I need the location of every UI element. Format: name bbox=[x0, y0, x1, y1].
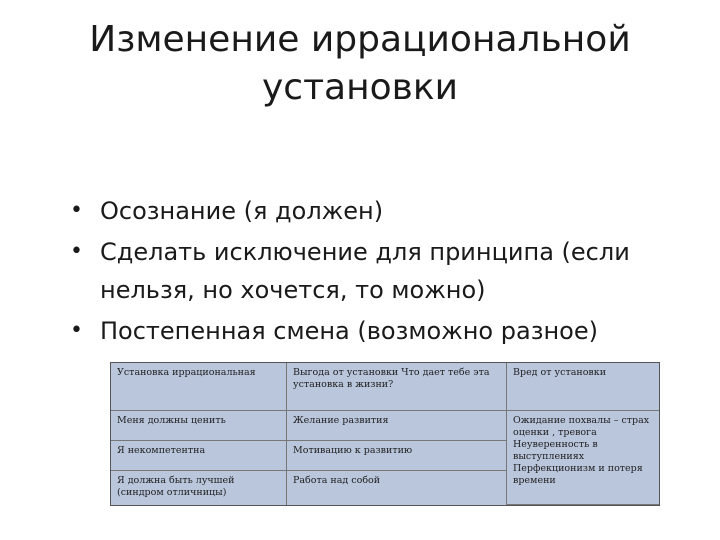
bullet-icon: • bbox=[70, 318, 83, 343]
bullet-text: Осознание (я должен) bbox=[100, 197, 384, 225]
table-header-cell: Установка иррациональная bbox=[111, 363, 287, 411]
title-line-1: Изменение иррациональной bbox=[89, 19, 631, 60]
bullet-text: Постепенная смена (возможно разное) bbox=[100, 317, 598, 345]
table-header-cell: Выгода от установки Что дает тебе эта установка в жизни? bbox=[287, 363, 507, 411]
table-cell: Я некомпетентна bbox=[111, 441, 287, 471]
bullet-item bbox=[70, 192, 690, 230]
table-cell: Мотивацию к развитию bbox=[287, 441, 507, 471]
table-cell: Меня должны ценить bbox=[111, 411, 287, 441]
bullet-text: Сделать исключение для принципа (если нельзя, но хочется, то можно) bbox=[100, 238, 630, 304]
bullet-item bbox=[70, 312, 690, 350]
table-cell-harm: Ожидание похвалы – страх оценки , тревога Неуверенность в выступлениях Перфекционизм и потеря времени bbox=[507, 411, 659, 505]
bullet-icon: • bbox=[70, 239, 83, 264]
table-cell: Желание развития bbox=[287, 411, 507, 441]
bullet-item bbox=[70, 233, 690, 309]
table-cell: Я должна быть лучшей (синдром отличницы) bbox=[111, 471, 287, 505]
bullet-list bbox=[70, 192, 690, 353]
title-line-2: установки bbox=[261, 67, 459, 108]
bullet-icon: • bbox=[70, 198, 83, 223]
slide-title bbox=[60, 16, 660, 112]
table-header-cell: Вред от установки bbox=[507, 363, 659, 411]
table-cell: Работа над собой bbox=[287, 471, 507, 505]
beliefs-table bbox=[110, 362, 660, 506]
